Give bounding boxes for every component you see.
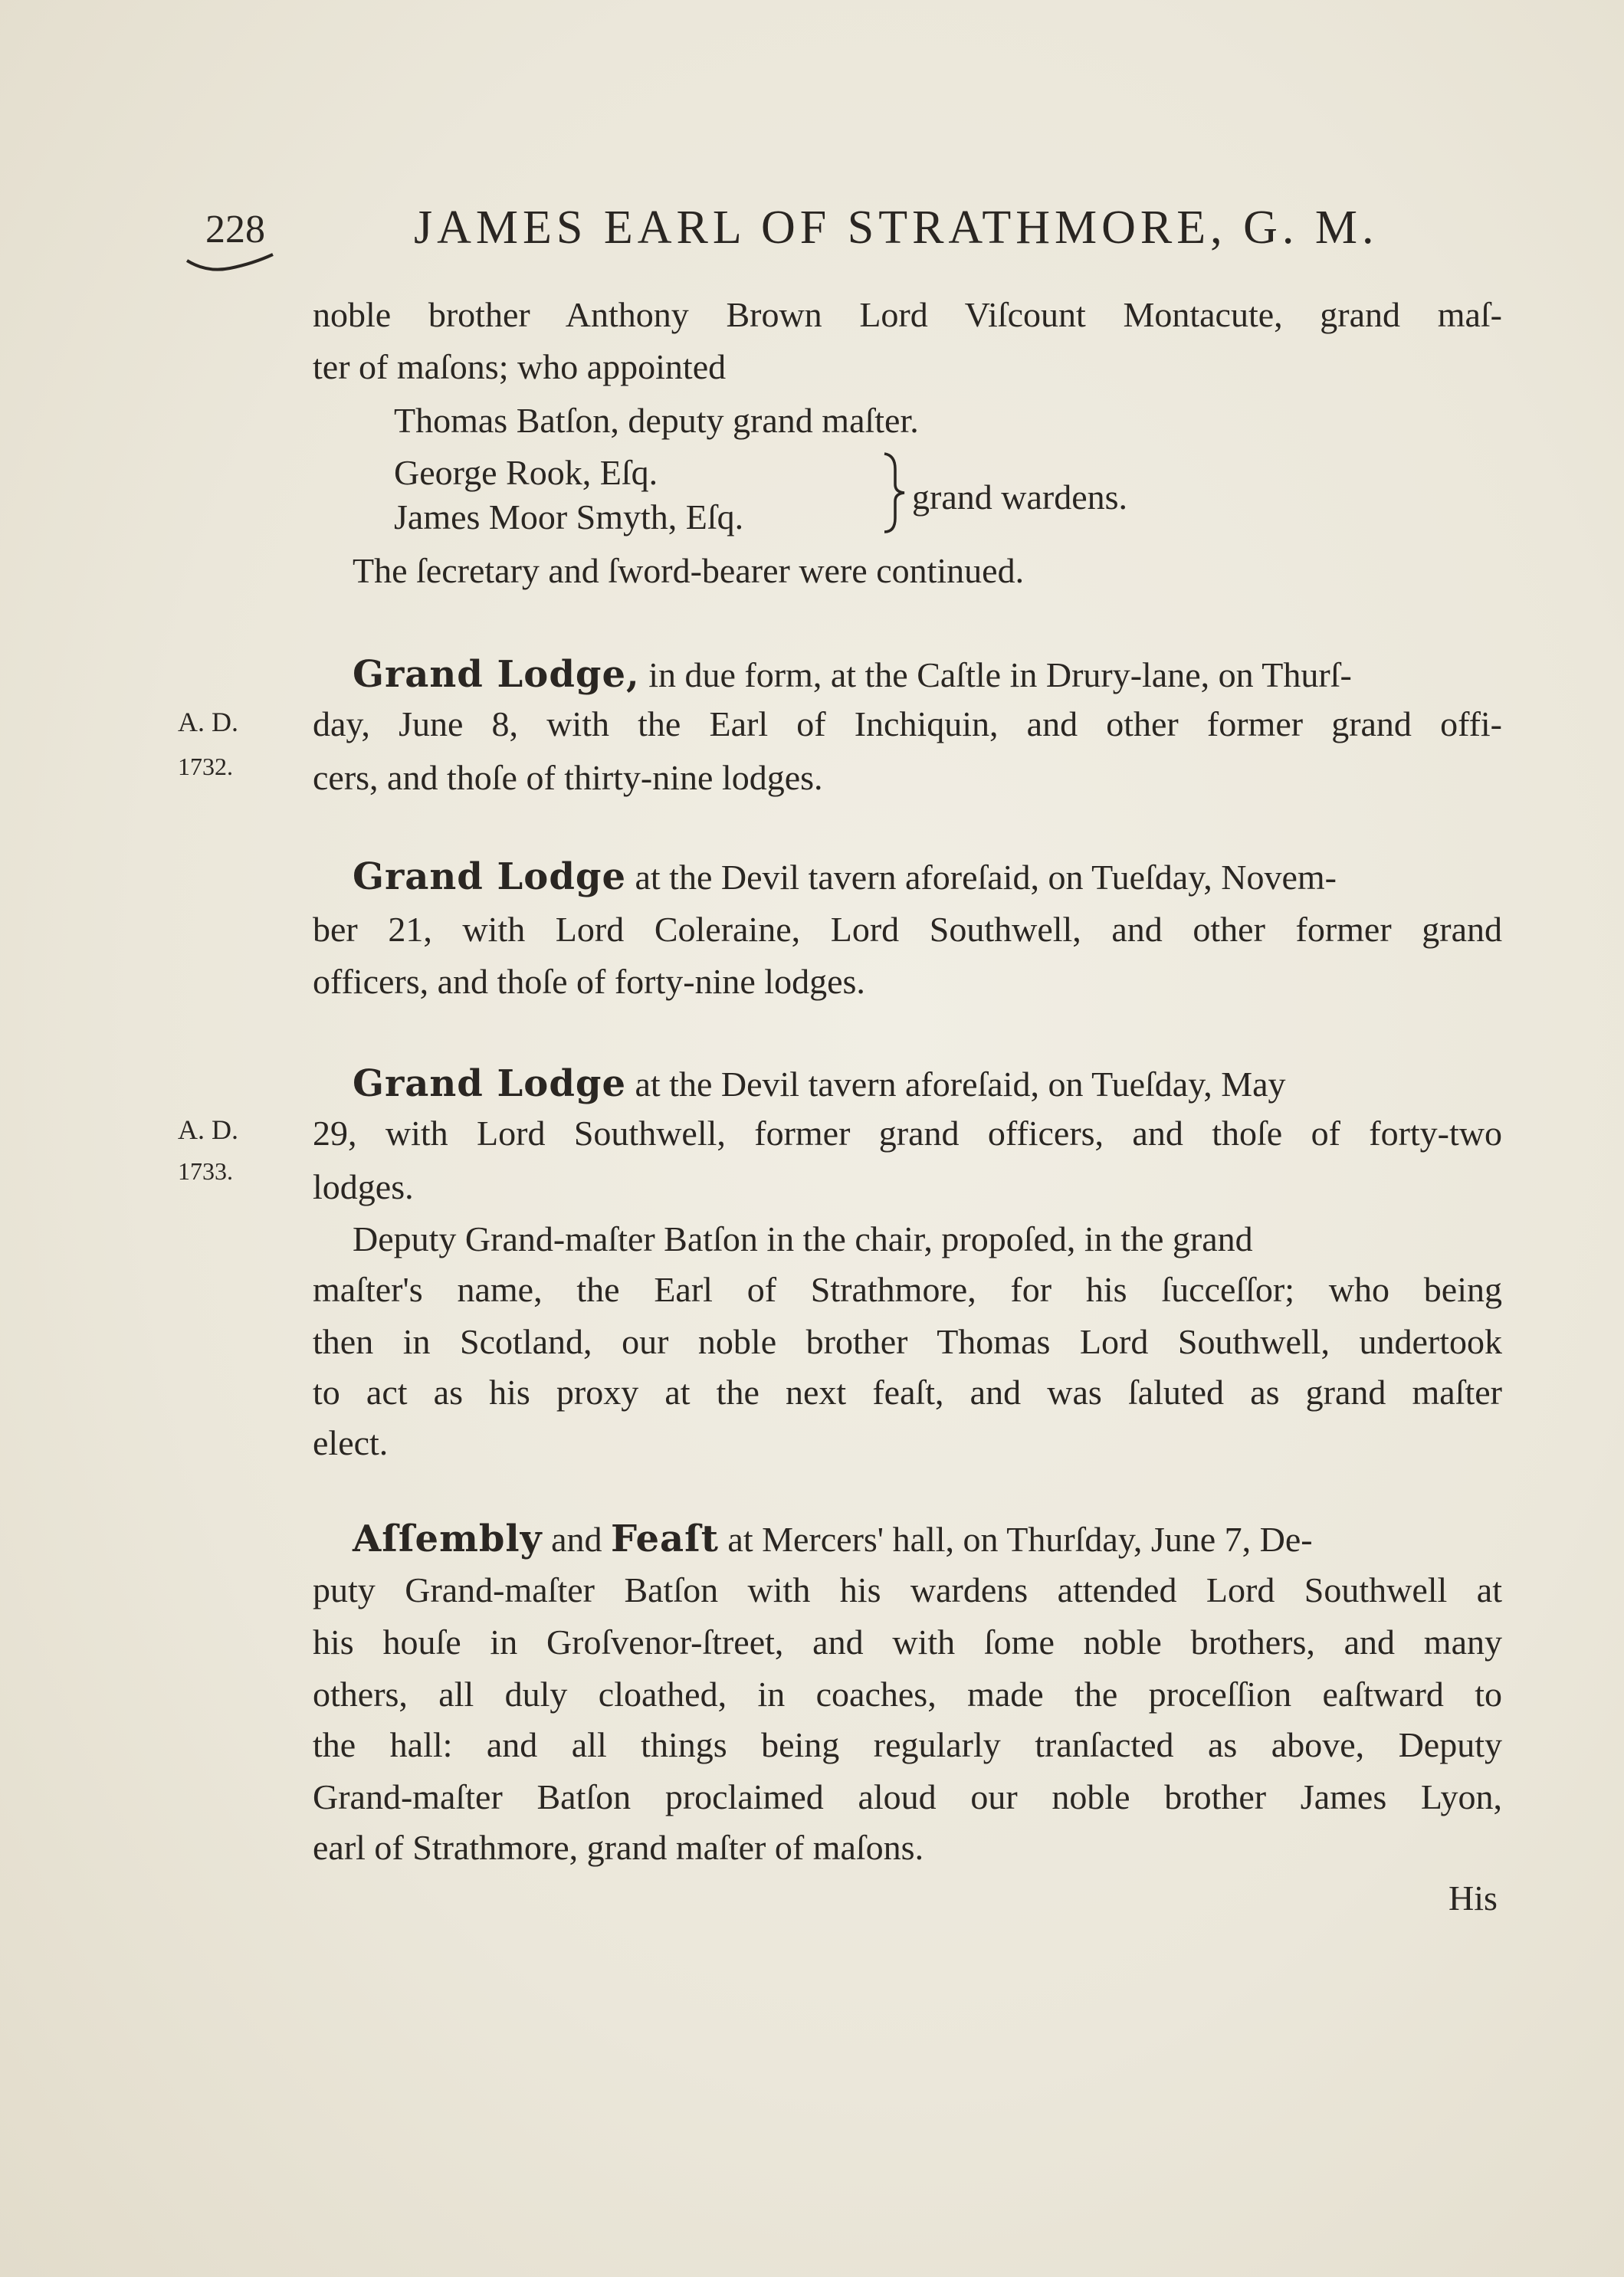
- page-number: 228: [205, 208, 265, 251]
- body-line: officers, and thoſe of forty-nine lodges.: [313, 962, 865, 1001]
- body-line: lodges.: [313, 1167, 414, 1206]
- grand-wardens-label: grand wardens.: [912, 477, 1128, 517]
- page-number-flourish: [184, 253, 276, 276]
- body-line: the hall: and all things being regularly tranſacted as above, Deputy: [313, 1725, 1502, 1764]
- body-text: in due form, at the Caſtle in Drury-lane, on Thurſ-: [639, 655, 1352, 694]
- paragraph-first-line: [353, 653, 1352, 696]
- paragraph-first-line: [353, 1062, 1286, 1105]
- body-line: The ſecretary and ſword-bearer were continued.: [353, 551, 1025, 590]
- body-line: ter of maſons; who appointed: [313, 347, 727, 386]
- body-line: his houſe in Groſvenor-ſtreet, and with ſome noble brothers, and many: [313, 1622, 1502, 1662]
- curly-brace: [880, 451, 910, 535]
- body-text: at the Devil tavern aforeſaid, on Tueſday, May: [625, 1065, 1286, 1104]
- margin-note-year: 1732.: [178, 753, 233, 780]
- running-head: JAMES EARL OF STRATHMORE, G. M.: [414, 202, 1379, 254]
- body-line: others, all duly cloathed, in coaches, made the proceſſion eaſtward to: [313, 1675, 1502, 1714]
- body-line: then in Scotland, our noble brother Thomas Lord Southwell, undertook: [313, 1322, 1502, 1361]
- catchword: His: [1448, 1878, 1498, 1918]
- section-heading: Aſſembly: [353, 1517, 543, 1560]
- body-line: ber 21, with Lord Coleraine, Lord Southwell, and other former grand: [313, 910, 1502, 949]
- deputy-grand-master-line: Thomas Batſon, deputy grand maſter.: [394, 401, 919, 440]
- body-line: Grand-maſter Batſon proclaimed aloud our noble brother James Lyon,: [313, 1777, 1502, 1816]
- section-heading: Grand Lodge: [353, 1062, 626, 1105]
- body-text: at the Devil tavern aforeſaid, on Tueſday, Novem-: [625, 858, 1337, 897]
- body-line: 29, with Lord Southwell, former grand officers, and thoſe of forty-two: [313, 1114, 1502, 1153]
- body-line: earl of Strathmore, grand maſter of maſons.: [313, 1828, 924, 1867]
- section-heading: Grand Lodge,: [353, 653, 640, 696]
- body-line: puty Grand-maſter Batſon with his wardens attended Lord Southwell at: [313, 1570, 1502, 1609]
- body-line: day, June 8, with the Earl of Inchiquin, and other former grand offi-: [313, 704, 1502, 743]
- body-line: Deputy Grand-maſter Batſon in the chair, propoſed, in the grand: [353, 1219, 1253, 1258]
- body-line: to act as his proxy at the next feaſt, and was ſaluted as grand maſter: [313, 1373, 1502, 1412]
- body-line: cers, and thoſe of thirty-nine lodges.: [313, 758, 823, 797]
- section-heading: Grand Lodge: [353, 855, 626, 898]
- body-line: elect.: [313, 1423, 389, 1462]
- paragraph-first-line: [353, 1517, 1313, 1560]
- body-text: at Mercers' hall, on Thurſday, June 7, De-: [718, 1520, 1313, 1559]
- margin-note-year: 1733.: [178, 1157, 233, 1185]
- body-line: maſter's name, the Earl of Strathmore, for his ſucceſſor; who being: [313, 1270, 1502, 1309]
- warden-line: James Moor Smyth, Eſq.: [394, 497, 744, 536]
- paragraph-first-line: [353, 855, 1337, 898]
- body-text: and: [542, 1520, 611, 1559]
- margin-note-ad: A. D.: [178, 707, 238, 737]
- warden-line: George Rook, Eſq.: [394, 453, 658, 492]
- body-line: noble brother Anthony Brown Lord Viſcount Montacute, grand maſ-: [313, 295, 1502, 334]
- margin-note-ad: A. D.: [178, 1114, 238, 1145]
- section-heading: Feaſt: [610, 1517, 719, 1560]
